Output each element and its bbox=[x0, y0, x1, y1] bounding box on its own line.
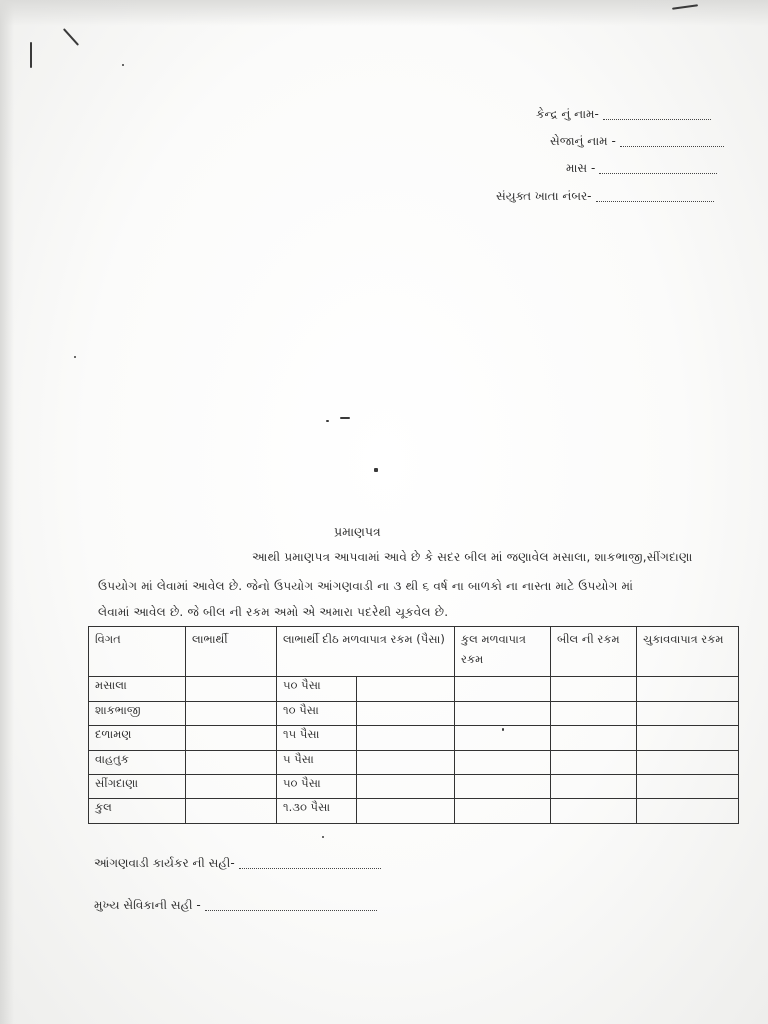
header-item: વિગત bbox=[89, 627, 186, 677]
row-amount-cell bbox=[357, 677, 455, 701]
table-header-row bbox=[89, 627, 739, 677]
supervisor-signature-label: મુખ્ય સેવિકાની સહી - bbox=[94, 898, 201, 912]
row-amount-cell bbox=[357, 774, 455, 798]
header-per-beneficiary-amount: લાભાર્થી દીઠ મળવાપાત્ર રકમ (પૈસા) bbox=[277, 627, 455, 677]
row-beneficiary-cell bbox=[186, 799, 277, 824]
table-row bbox=[89, 726, 739, 750]
row-bill-cell bbox=[551, 677, 637, 701]
row-item: સીંગદાણા bbox=[89, 774, 186, 798]
row-bill-cell bbox=[551, 701, 637, 725]
speck bbox=[374, 468, 378, 472]
row-total-cell bbox=[455, 701, 551, 725]
header-total-eligible-amount: કુલ મળવાપાત્ર રકમ bbox=[455, 627, 551, 677]
row-rate: ૧૦ પૈસા bbox=[277, 701, 357, 725]
row-bill-cell bbox=[551, 750, 637, 774]
month-label: માસ - bbox=[566, 161, 596, 175]
row-item: મસાલા bbox=[89, 677, 186, 701]
row-bill-cell bbox=[551, 799, 637, 824]
worker-signature-field bbox=[94, 856, 381, 871]
row-rate: ૧.૩૦ પૈસા bbox=[277, 799, 357, 824]
pen-mark-left bbox=[30, 42, 32, 68]
joint-account-label: સંયુક્ત ખાતા નંબર- bbox=[496, 189, 592, 203]
row-total-cell bbox=[455, 799, 551, 824]
certificate-line-3: લેવામાં આવેલ છે. જે બીલ ની રકમ અમો એ અમારા પદરેથી ચૂકવેલ છે. bbox=[98, 605, 449, 619]
sejo-name-field bbox=[550, 134, 724, 149]
row-rate: ૫૦ પૈસા bbox=[277, 774, 357, 798]
row-beneficiary-cell bbox=[186, 726, 277, 750]
row-payable-cell bbox=[637, 774, 739, 798]
row-beneficiary-cell bbox=[186, 677, 277, 701]
center-name-field bbox=[536, 107, 711, 122]
sejo-name-label: સેજાનું નામ - bbox=[550, 134, 616, 148]
row-payable-cell bbox=[637, 701, 739, 725]
row-rate: ૧૫ પૈસા bbox=[277, 726, 357, 750]
speck bbox=[322, 836, 324, 838]
row-beneficiary-cell bbox=[186, 750, 277, 774]
row-payable-cell bbox=[637, 799, 739, 824]
row-total-cell bbox=[455, 750, 551, 774]
table-row bbox=[89, 701, 739, 725]
allowance-table bbox=[88, 626, 739, 824]
center-name-label: કેન્દ્ર નું નામ- bbox=[536, 107, 599, 121]
table-row-total bbox=[89, 799, 739, 824]
speck bbox=[74, 356, 76, 358]
row-beneficiary-cell bbox=[186, 774, 277, 798]
row-rate: ૫૦ પૈસા bbox=[277, 677, 357, 701]
scan-shadow-left bbox=[0, 0, 14, 1024]
row-bill-cell bbox=[551, 774, 637, 798]
row-item: કુલ bbox=[89, 799, 186, 824]
row-total-cell bbox=[455, 774, 551, 798]
speck bbox=[122, 64, 124, 66]
month-blank bbox=[599, 172, 717, 174]
worker-signature-label: આંગણવાડી કાર્યકર ની સહી- bbox=[94, 856, 235, 870]
row-total-cell bbox=[455, 726, 551, 750]
row-amount-cell bbox=[357, 750, 455, 774]
certificate-line-2: ઉપયોગ માં લેવામાં આવેલ છે. જેનો ઉપયોગ આંગણવાડી ના ૩ થી ૬ વર્ષ ના બાળકો ના નાસ્તા માટે ઉપયોગ માં bbox=[98, 579, 634, 593]
certificate-line-1: આથી પ્રમાણપત્ર આપવામાં આવે છે કે સદર બીલ માં જણાવેલ મસાલા, શાકભાજી,સીંગદાણા bbox=[252, 550, 693, 564]
month-field bbox=[566, 161, 717, 176]
row-amount-cell bbox=[357, 799, 455, 824]
joint-account-blank bbox=[596, 200, 714, 202]
supervisor-signature-blank bbox=[205, 909, 377, 911]
header-beneficiary: લાભાર્થી bbox=[186, 627, 277, 677]
speck bbox=[340, 417, 350, 419]
joint-account-field bbox=[496, 189, 714, 204]
worker-signature-blank bbox=[239, 867, 381, 869]
row-bill-cell bbox=[551, 726, 637, 750]
table-row bbox=[89, 677, 739, 701]
header-bill-amount: બીલ ની રકમ bbox=[551, 627, 637, 677]
certificate-title: પ્રમાણપત્ર bbox=[334, 524, 381, 539]
center-name-blank bbox=[603, 118, 711, 120]
row-item: દળામણ bbox=[89, 726, 186, 750]
header-payable-amount: ચુકાવવાપાત્ર રકમ bbox=[637, 627, 739, 677]
row-payable-cell bbox=[637, 726, 739, 750]
row-beneficiary-cell bbox=[186, 701, 277, 725]
row-payable-cell bbox=[637, 677, 739, 701]
row-amount-cell bbox=[357, 701, 455, 725]
table-row bbox=[89, 774, 739, 798]
row-item: વાહતુક bbox=[89, 750, 186, 774]
row-total-cell bbox=[455, 677, 551, 701]
row-amount-cell bbox=[357, 726, 455, 750]
row-item: શાકભાજી bbox=[89, 701, 186, 725]
row-payable-cell bbox=[637, 750, 739, 774]
speck bbox=[326, 420, 329, 422]
supervisor-signature-field bbox=[94, 898, 377, 913]
sejo-name-blank bbox=[620, 145, 724, 147]
table-row bbox=[89, 750, 739, 774]
row-rate: ૫ પૈસા bbox=[277, 750, 357, 774]
scan-shadow-top bbox=[0, 0, 768, 26]
pen-mark-top-left bbox=[63, 28, 79, 46]
